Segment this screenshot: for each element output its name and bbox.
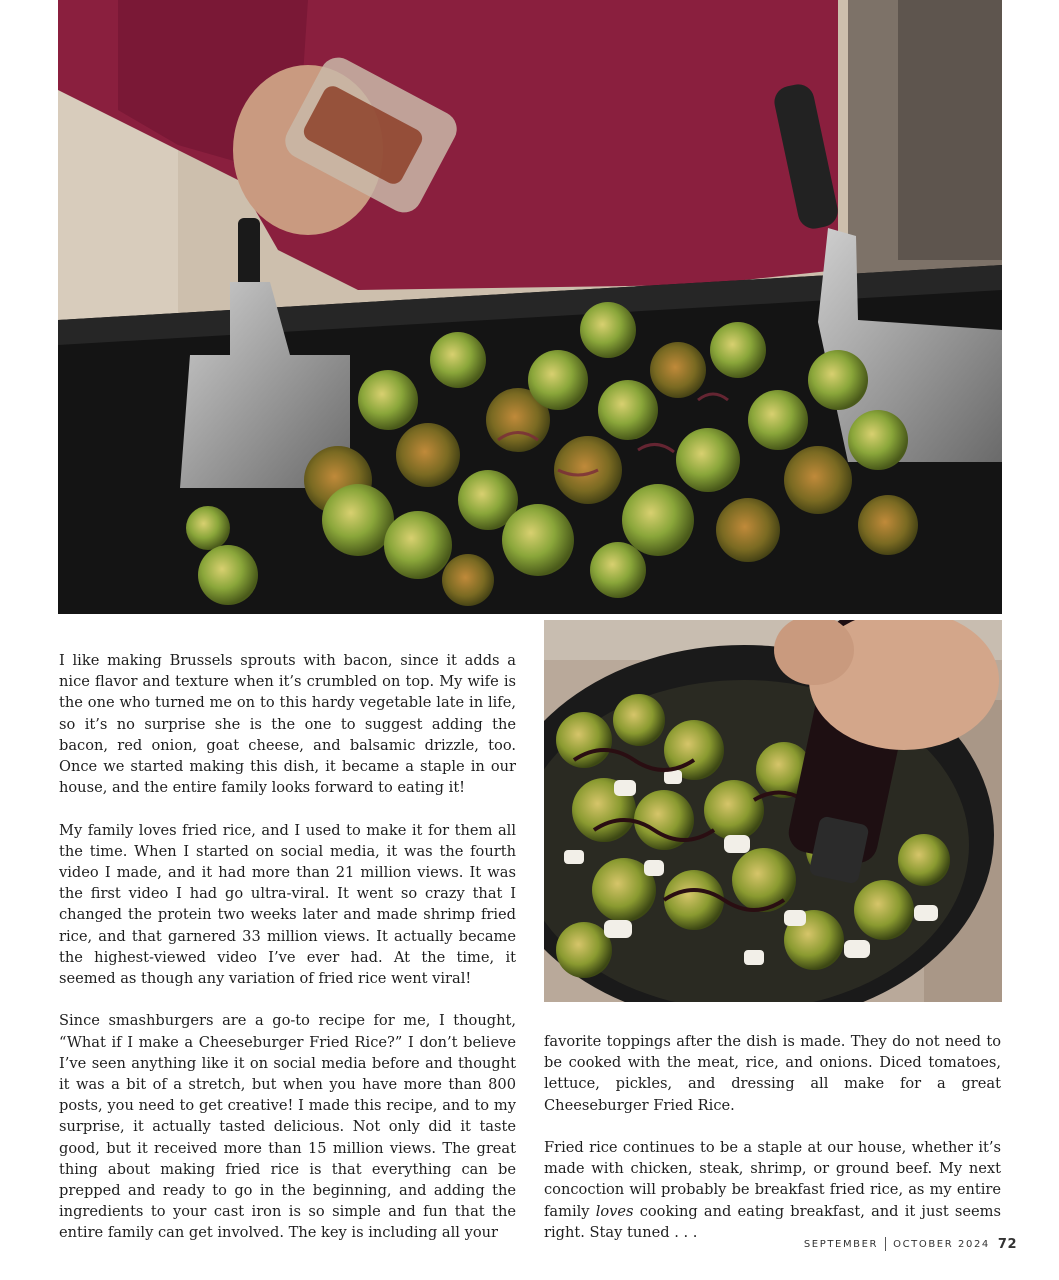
emphasis-text: loves (595, 1202, 634, 1220)
issue-month-year: OCTOBER 2024 (893, 1238, 990, 1250)
brussels-sprouts-griddle-photo (58, 0, 1002, 614)
page-folio (804, 1235, 1017, 1253)
skillet-balsamic-photo (544, 620, 1002, 1002)
article-paragraph (544, 1137, 1001, 1243)
article-paragraph: I like making Brussels sprouts with bacon, since it adds a nice flavor and texture when it’s crumbled on top. My wife is the one who turned me on to this hardy vegetable late in life, so it’s no surprise she is the one to suggest adding the bacon, red onion, goat cheese, and balsamic drizzle, too. Once we started making this dish, it became a staple in our house, and the entire family looks forward to eating it! (59, 652, 516, 797)
folio-divider (885, 1237, 886, 1251)
article-paragraph: favorite toppings after the dish is made. They do not need to be cooked with the meat, rice, and onions. Diced tomatoes, lettuce, pickles, and dressing all make for a great Cheeseburger Fried Rice. (544, 1033, 1001, 1114)
issue-month: SEPTEMBER (803, 1238, 879, 1250)
article-paragraph: My family loves fried rice, and I used to make it for them all the time. When I started on social media, it was the fourth video I made, and it had more than 21 million views. It was the first video I had go ultra-viral. It went so crazy that I changed the protein two weeks later and made shrimp fried rice, and that garnered 33 million views. It actually became the highest-viewed video I’ve ever had. At the time, it seemed as though any variation of fried rice went viral! (59, 821, 516, 988)
griddle-illustration (58, 0, 1002, 614)
article-column-left (59, 650, 516, 1244)
skillet-illustration (544, 620, 1002, 1002)
paragraph-text: Fried rice continues to be a staple at our house, whether it’s made with chicken, steak, shrimp, or ground beef. My next concoction will probably be breakfast fried rice, as my entire family (544, 1139, 1001, 1220)
article-paragraph: Since smashburgers are a go-to recipe for me, I thought, “What if I make a Cheeseburger Fried Rice?” I don’t believe I’ve seen anything like it on social media before and thought it was a bit of a stretch, but when you have more than 800 posts, you need to get creative! I made this recipe, and to my surprise, it actually tasted delicious. Not only did it taste good, but it received more than 15 million views. The great thing about making fried rice is that everything can be prepped and ready to go in the beginning, and adding the ingredients to your cast iron is so simple and fun that the entire family can get involved. The key is including all your (59, 1012, 516, 1242)
page-number: 72 (997, 1236, 1017, 1252)
article-column-right (544, 1031, 1001, 1243)
paragraph-text: cooking and eating breakfast, and it just seems right. Stay tuned . . . (544, 1202, 1001, 1241)
